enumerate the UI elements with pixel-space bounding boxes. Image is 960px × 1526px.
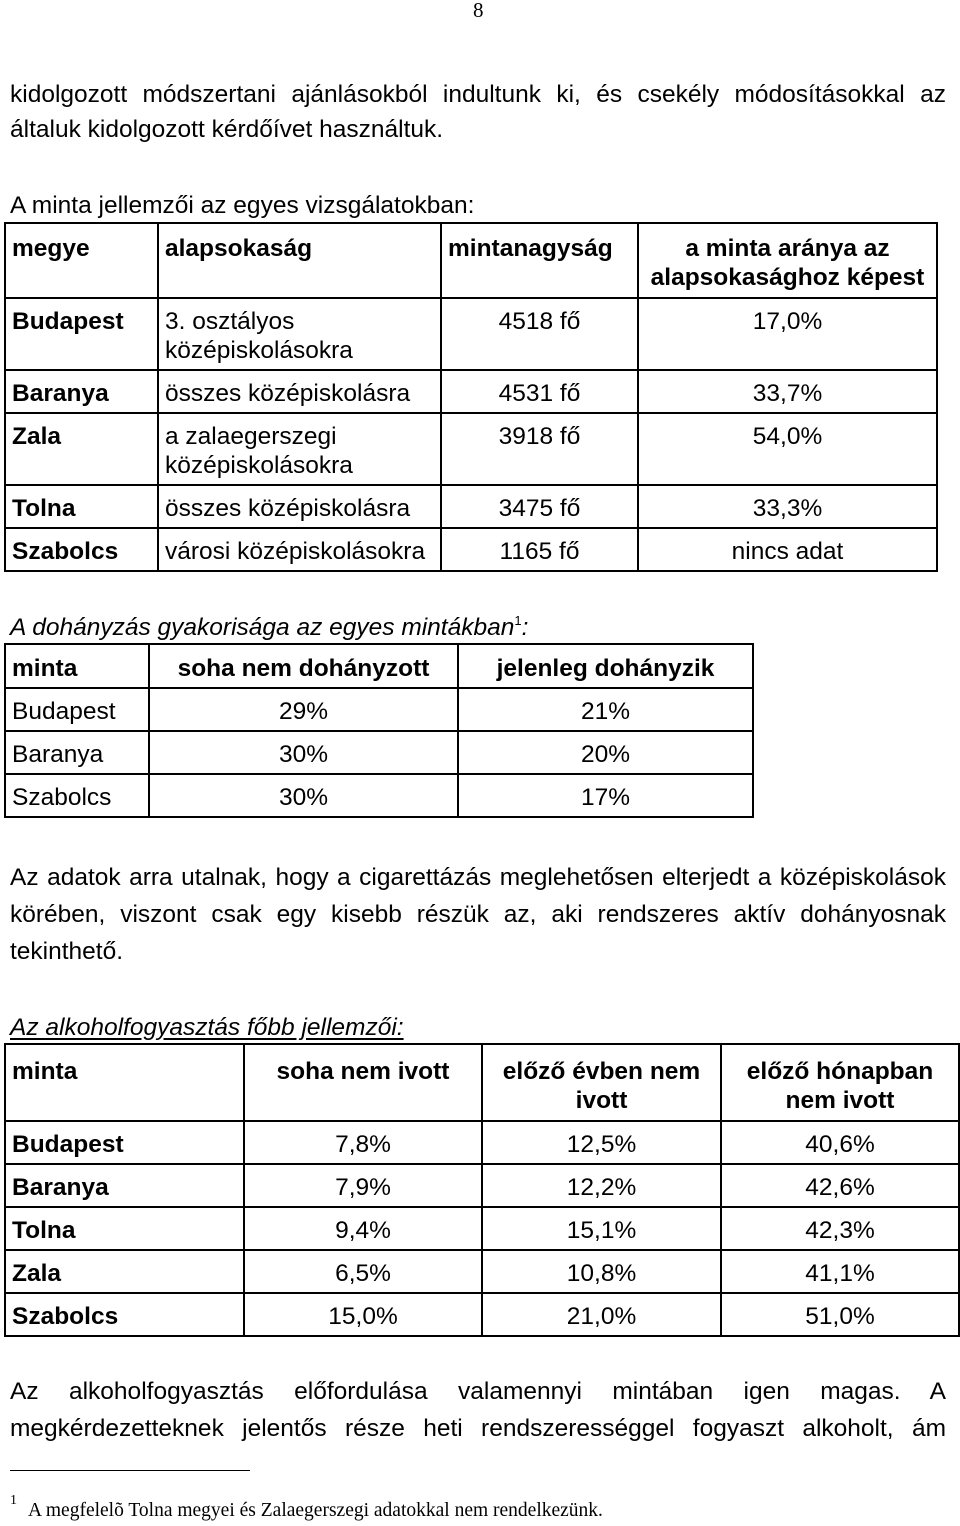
caption-text: A dohányzás gyakorisága az egyes mintákban	[10, 613, 515, 641]
table-cell: 33,3%	[638, 485, 937, 528]
table-row	[5, 528, 937, 571]
table-cell: 15,1%	[482, 1207, 721, 1250]
sample-table-caption: A minta jellemzői az egyes vizsgálatokban:	[10, 191, 475, 219]
table-cell: 9,4%	[244, 1207, 482, 1250]
row-label-cell: Szabolcs	[5, 528, 158, 571]
table-cell: városi középiskolásokra	[158, 528, 441, 571]
table-cell: 30%	[149, 774, 458, 817]
row-label-cell: Zala	[5, 1250, 244, 1293]
paragraph-line: tekinthető.	[10, 937, 124, 965]
table-cell: 17,0%	[638, 298, 937, 370]
table-row	[5, 1164, 959, 1207]
table-cell: 7,9%	[244, 1164, 482, 1207]
footnote-reference: 1	[514, 612, 522, 628]
table-row	[5, 1293, 959, 1336]
table-cell: 12,2%	[482, 1164, 721, 1207]
header-row	[5, 223, 937, 298]
column-header: előző évben nem ivott	[482, 1044, 721, 1121]
table-cell: 40,6%	[721, 1121, 959, 1164]
table-row	[5, 731, 753, 774]
table-cell: 54,0%	[638, 413, 937, 485]
row-label-cell: Szabolcs	[5, 774, 149, 817]
paragraph-line: megkérdezetteknek jelentős része heti rendszerességgel fogyaszt alkoholt, ám	[10, 1414, 946, 1442]
caption-suffix: :	[521, 613, 529, 641]
row-label-cell: Tolna	[5, 485, 158, 528]
alcohol-summary-paragraph	[10, 1373, 946, 1447]
table-cell: 3475 fő	[441, 485, 638, 528]
column-header: soha nem ivott	[244, 1044, 482, 1121]
table-cell: 7,8%	[244, 1121, 482, 1164]
column-header: előző hónapban nem ivott	[721, 1044, 959, 1121]
table-cell: 41,1%	[721, 1250, 959, 1293]
column-header: minta	[5, 644, 149, 688]
row-label-cell: Budapest	[5, 1121, 244, 1164]
table-cell: 1165 fő	[441, 528, 638, 571]
table-cell: 42,3%	[721, 1207, 959, 1250]
table-cell: 21,0%	[482, 1293, 721, 1336]
table-row	[5, 298, 937, 370]
row-label-cell: Budapest	[5, 688, 149, 731]
table-cell: 42,6%	[721, 1164, 959, 1207]
table-cell: 3. osztályos középiskolásokra	[158, 298, 441, 370]
table-row	[5, 413, 937, 485]
column-header: mintanagyság	[441, 223, 638, 298]
smoking-table-caption	[10, 609, 528, 646]
smoking-frequency-table	[4, 643, 754, 818]
table-cell: 17%	[458, 774, 753, 817]
page-number: 8	[473, 0, 484, 22]
table-body	[5, 688, 753, 817]
paragraph-line: Az adatok arra utalnak, hogy a cigarettázás meglehetősen elterjedt a középiskolások	[10, 863, 946, 891]
paragraph-line: Az alkoholfogyasztás előfordulása valamennyi mintában igen magas. A	[10, 1377, 946, 1405]
table-body	[5, 298, 937, 571]
row-label-cell: Baranya	[5, 370, 158, 413]
table-row	[5, 1207, 959, 1250]
table-cell: nincs adat	[638, 528, 937, 571]
row-label-cell: Baranya	[5, 731, 149, 774]
table-row	[5, 1250, 959, 1293]
intro-paragraph	[10, 77, 946, 147]
table-cell: 6,5%	[244, 1250, 482, 1293]
table-cell: 33,7%	[638, 370, 937, 413]
table-row	[5, 688, 753, 731]
table-cell: 29%	[149, 688, 458, 731]
row-label-cell: Budapest	[5, 298, 158, 370]
row-label-cell: Baranya	[5, 1164, 244, 1207]
row-label-cell: Tolna	[5, 1207, 244, 1250]
column-header: jelenleg dohányzik	[458, 644, 753, 688]
table-cell: 3918 fő	[441, 413, 638, 485]
table-cell: 51,0%	[721, 1293, 959, 1336]
table-row	[5, 370, 937, 413]
column-header: alapsokaság	[158, 223, 441, 298]
table-row	[5, 485, 937, 528]
footnote-separator	[10, 1470, 250, 1471]
footnote-marker: 1	[10, 1493, 17, 1508]
paragraph-line: körében, viszont csak egy kisebb részük az, aki rendszeres aktív dohányosnak	[10, 900, 946, 928]
table-cell: 20%	[458, 731, 753, 774]
table-cell: összes középiskolásra	[158, 370, 441, 413]
table-cell: 21%	[458, 688, 753, 731]
alcohol-consumption-table	[4, 1043, 960, 1337]
sample-characteristics-table	[4, 222, 938, 572]
table-cell: 4531 fő	[441, 370, 638, 413]
paragraph-line: általuk kidolgozott kérdőívet használtuk.	[10, 116, 444, 143]
column-header: minta	[5, 1044, 244, 1121]
paragraph-line: kidolgozott módszertani ajánlásokból indultunk ki, és csekély módosításokkal az	[10, 81, 946, 108]
table-body	[5, 1121, 959, 1336]
column-header: soha nem dohányzott	[149, 644, 458, 688]
table-head	[5, 223, 937, 298]
table-head	[5, 644, 753, 688]
table-cell: 12,5%	[482, 1121, 721, 1164]
footnote-text: A megfelelõ Tolna megyei és Zalaegerszegi adatokkal nem rendelkezünk.	[28, 1500, 603, 1521]
alcohol-table-caption: Az alkoholfogyasztás főbb jellemzői:	[10, 1013, 404, 1041]
column-header: a minta aránya az alapsokasághoz képest	[638, 223, 937, 298]
row-label-cell: Zala	[5, 413, 158, 485]
row-label-cell: Szabolcs	[5, 1293, 244, 1336]
header-row	[5, 1044, 959, 1121]
table-cell: 10,8%	[482, 1250, 721, 1293]
table-head	[5, 1044, 959, 1121]
table-cell: 30%	[149, 731, 458, 774]
smoking-summary-paragraph	[10, 859, 946, 970]
table-cell: összes középiskolásra	[158, 485, 441, 528]
table-row	[5, 1121, 959, 1164]
header-row	[5, 644, 753, 688]
table-cell: 4518 fő	[441, 298, 638, 370]
table-row	[5, 774, 753, 817]
column-header: megye	[5, 223, 158, 298]
table-cell: 15,0%	[244, 1293, 482, 1336]
table-cell: a zalaegerszegi középiskolásokra	[158, 413, 441, 485]
